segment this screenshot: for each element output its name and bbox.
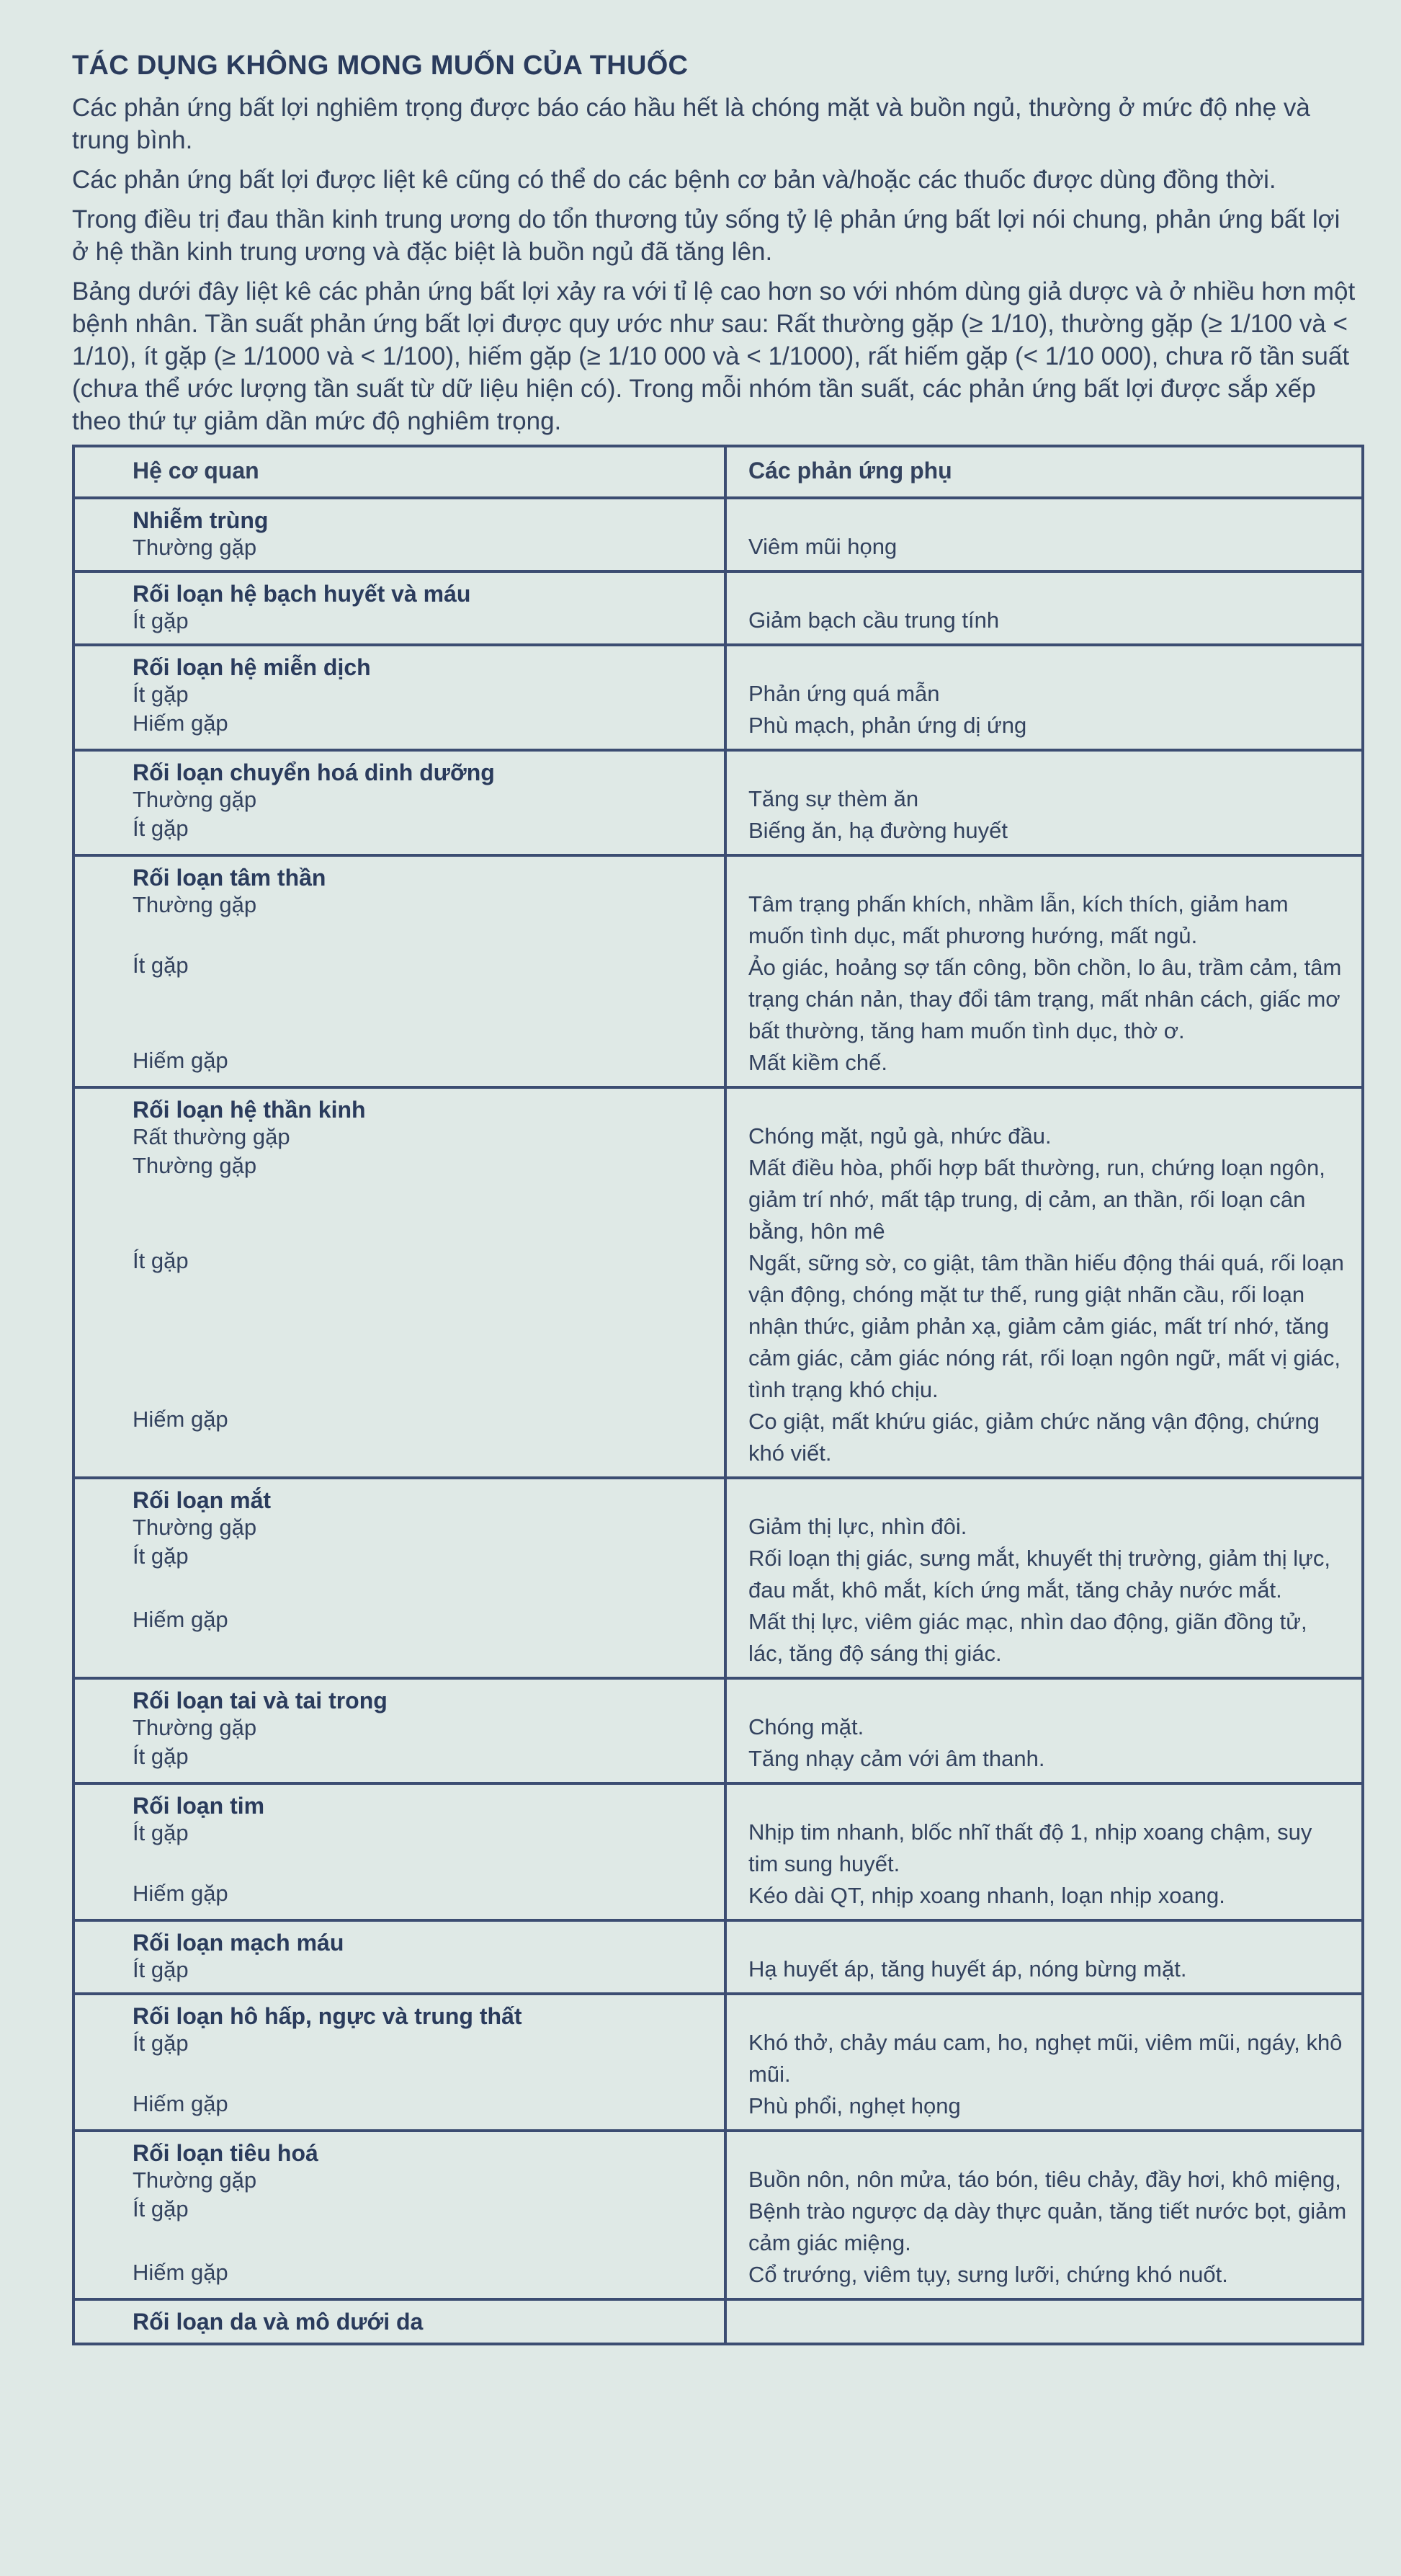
side-effects-cell (725, 571, 1363, 645)
side-effects-cell (725, 1087, 1363, 1478)
organ-system-cell (73, 1478, 725, 1678)
organ-system-name: Rối loạn hô hấp, ngực và trung thất (133, 2003, 522, 2029)
side-effect-text: Mất kiềm chế. (748, 1050, 887, 1075)
side-effect-text: Tâm trạng phấn khích, nhầm lẫn, kích thích, giảm ham muốn tình dục, mất phương hướng, mất ngủ. (748, 891, 1289, 948)
paragraph: Bảng dưới đây liệt kê các phản ứng bất lợi xảy ra với tỉ lệ cao hơn so với nhóm dùng giả dược và ở nhiều hơn một bệnh nhân. Tần suất phản ứng bất lợi được quy ước như sau: Rất thường gặp (≥ 1/10), thường gặp (≥ 1/100 và < 1/10), ít gặp (≥ 1/1000 và < 1/100), hiếm gặp (≥ 1/10 000 và < 1/1000), rất hiếm gặp (< 1/10 000), chưa rõ tần suất (chưa thể ước lượng tần suất từ dữ liệu hiện có). Trong mỗi nhóm tần suất, các phản ứng bất lợi được sắp xếp theo thứ tự giảm dần mức độ nghiêm trọng. (72, 277, 1356, 435)
frequency-label: Ít gặp (133, 682, 189, 707)
frequency-label: Hiếm gặp (133, 2091, 228, 2116)
table-row (73, 855, 1363, 1087)
table-row (73, 2131, 1363, 2299)
organ-system-cell (73, 855, 725, 1087)
side-effect-text: Tăng sự thèm ăn (748, 786, 919, 811)
frequency-label: Hiếm gặp (133, 710, 228, 736)
side-effects-cell (725, 498, 1363, 571)
organ-system-name: Rối loạn hệ bạch huyết và máu (133, 581, 471, 607)
organ-system-name: Rối loạn tiêu hoá (133, 2140, 318, 2166)
frequency-label: Thường gặp (133, 1715, 257, 1740)
organ-system-name: Rối loạn mắt (133, 1487, 272, 1513)
header-organ-system: Hệ cơ quan (73, 446, 725, 498)
side-effects-cell (725, 2131, 1363, 2299)
side-effects-cell (725, 645, 1363, 750)
table-row (73, 571, 1363, 645)
table-row (73, 1678, 1363, 1783)
paragraph: Các phản ứng bất lợi nghiêm trọng được báo cáo hầu hết là chóng mặt và buồn ngủ, thường ở mức độ nhẹ và trung bình. (72, 94, 1310, 154)
organ-system-name: Rối loạn tim (133, 1793, 265, 1819)
side-effects-cell (725, 2299, 1363, 2344)
side-effect-text: Cổ trướng, viêm tụy, sưng lưỡi, chứng khó nuốt. (748, 2262, 1228, 2287)
frequency-label: Ít gặp (133, 816, 189, 841)
frequency-label: Rất thường gặp (133, 1124, 290, 1149)
side-effects-cell (725, 1994, 1363, 2131)
paragraph: Trong điều trị đau thần kinh trung ương do tổn thương tủy sống tỷ lệ phản ứng bất lợi nói chung, phản ứng bất lợi ở hệ thần kinh trung ương và đặc biệt là buồn ngủ đã tăng lên. (72, 205, 1340, 266)
organ-system-cell (73, 1087, 725, 1478)
side-effect-text: Co giật, mất khứu giác, giảm chức năng vận động, chứng khó viết. (748, 1409, 1320, 1466)
table-row (73, 1478, 1363, 1678)
frequency-label: Ít gặp (133, 1543, 189, 1569)
organ-system-name: Rối loạn tâm thần (133, 865, 326, 891)
side-effect-text: Bệnh trào ngược dạ dày thực quản, tăng tiết nước bọt, giảm cảm giác miệng. (748, 2198, 1347, 2255)
frequency-label: Ít gặp (133, 1248, 189, 1273)
table-row (73, 1920, 1363, 1994)
table-row (73, 750, 1363, 855)
side-effect-text: Phù mạch, phản ứng dị ứng (748, 713, 1027, 738)
organ-system-cell (73, 1994, 725, 2131)
table-body (73, 498, 1363, 2344)
organ-system-cell (73, 1678, 725, 1783)
side-effects-cell (725, 1783, 1363, 1920)
organ-system-cell (73, 1783, 725, 1920)
side-effect-text: Buồn nôn, nôn mửa, táo bón, tiêu chảy, đầy hơi, khô miệng, (748, 2167, 1341, 2192)
side-effect-text: Viêm mũi họng (748, 534, 898, 559)
organ-system-cell (73, 1920, 725, 1994)
side-effect-text: Hạ huyết áp, tăng huyết áp, nóng bừng mặt. (748, 1956, 1187, 1982)
frequency-label: Hiếm gặp (133, 1048, 228, 1073)
organ-system-cell (73, 750, 725, 855)
intro-paragraphs (72, 92, 1358, 437)
frequency-label: Ít gặp (133, 2031, 189, 2056)
frequency-label: Ít gặp (133, 1820, 189, 1845)
organ-system-name: Rối loạn hệ miễn dịch (133, 654, 371, 680)
organ-system-cell (73, 2299, 725, 2344)
organ-system-name: Rối loạn tai và tai trong (133, 1688, 388, 1713)
frequency-label: Thường gặp (133, 892, 257, 917)
organ-system-name: Rối loạn chuyển hoá dinh dưỡng (133, 759, 495, 785)
frequency-label: Hiếm gặp (133, 2260, 228, 2285)
organ-system-cell (73, 498, 725, 571)
side-effect-text: Biếng ăn, hạ đường huyết (748, 818, 1008, 843)
frequency-label: Thường gặp (133, 1515, 257, 1540)
frequency-label: Thường gặp (133, 2167, 257, 2193)
table-row (73, 1087, 1363, 1478)
table-row (73, 1994, 1363, 2131)
side-effect-text: Mất điều hòa, phối hợp bất thường, run, chứng loạn ngôn, giảm trí nhớ, mất tập trung, dị cảm, an thần, rối loạn cân bằng, hôn mê (748, 1155, 1325, 1244)
frequency-label: Ít gặp (133, 1744, 189, 1769)
frequency-label: Thường gặp (133, 1153, 257, 1178)
side-effect-text: Phản ứng quá mẫn (748, 681, 940, 706)
section-title: TÁC DỤNG KHÔNG MONG MUỐN CỦA THUỐC (72, 50, 689, 81)
frequency-label: Ít gặp (133, 953, 189, 978)
frequency-label: Ít gặp (133, 2196, 189, 2221)
organ-system-name: Nhiễm trùng (133, 507, 269, 533)
table-row (73, 645, 1363, 750)
header-side-effects: Các phản ứng phụ (725, 446, 1363, 498)
organ-system-cell (73, 571, 725, 645)
frequency-label: Hiếm gặp (133, 1607, 228, 1632)
side-effects-cell (725, 1920, 1363, 1994)
side-effects-cell (725, 1478, 1363, 1678)
side-effect-text: Chóng mặt, ngủ gà, nhức đầu. (748, 1123, 1052, 1149)
side-effects-cell (725, 1678, 1363, 1783)
side-effect-text: Giảm thị lực, nhìn đôi. (748, 1514, 967, 1539)
side-effect-text: Giảm bạch cầu trung tính (748, 607, 1000, 633)
frequency-label: Ít gặp (133, 608, 189, 633)
frequency-label: Ít gặp (133, 1957, 189, 1982)
frequency-label: Thường gặp (133, 787, 257, 812)
organ-system-name: Rối loạn hệ thần kinh (133, 1097, 366, 1123)
frequency-label: Hiếm gặp (133, 1881, 228, 1906)
table-row (73, 2299, 1363, 2344)
side-effect-text: Kéo dài QT, nhịp xoang nhanh, loạn nhịp xoang. (748, 1883, 1225, 1908)
side-effect-text: Tăng nhạy cảm với âm thanh. (748, 1746, 1045, 1771)
side-effect-text: Chóng mặt. (748, 1714, 864, 1739)
side-effects-cell (725, 855, 1363, 1087)
organ-system-cell (73, 645, 725, 750)
side-effect-text: Mất thị lực, viêm giác mạc, nhìn dao động, giãn đồng tử, lác, tăng độ sáng thị giác. (748, 1609, 1307, 1666)
side-effects-cell (725, 750, 1363, 855)
side-effect-text: Ngất, sững sờ, co giật, tâm thần hiếu động thái quá, rối loạn vận động, chóng mặt tư thế, rung giật nhãn cầu, rối loạn nhận thức, giảm phản xạ, giảm cảm giác, mất trí nhớ, tăng cảm giác, cảm giác nóng rát, rối loạn ngôn ngữ, mất vị giác, tình trạng khó chịu. (748, 1250, 1344, 1402)
table-header-row (73, 446, 1363, 498)
frequency-label: Hiếm gặp (133, 1407, 228, 1432)
side-effect-text: Nhịp tim nhanh, blốc nhĩ thất độ 1, nhịp xoang chậm, suy tim sung huyết. (748, 1819, 1312, 1876)
side-effect-text: Phù phổi, nghẹt họng (748, 2093, 961, 2118)
side-effect-text: Ảo giác, hoảng sợ tấn công, bồn chồn, lo âu, trầm cảm, tâm trạng chán nản, thay đổi tâm trạng, mất nhân cách, giấc mơ bất thường, tăng ham muốn tình dục, thờ ơ. (748, 955, 1342, 1043)
organ-system-cell (73, 2131, 725, 2299)
adverse-effects-table (72, 445, 1364, 2345)
side-effect-text: Khó thở, chảy máu cam, ho, nghẹt mũi, viêm mũi, ngáy, khô mũi. (748, 2030, 1343, 2087)
frequency-label: Thường gặp (133, 535, 257, 560)
table-row (73, 1783, 1363, 1920)
paragraph: Các phản ứng bất lợi được liệt kê cũng có thể do các bệnh cơ bản và/hoặc các thuốc được dùng đồng thời. (72, 166, 1276, 194)
table-row (73, 498, 1363, 571)
organ-system-name: Rối loạn da và mô dưới da (133, 2309, 424, 2335)
side-effect-text: Rối loạn thị giác, sưng mắt, khuyết thị trường, giảm thị lực, đau mắt, khô mắt, kích ứng mắt, tăng chảy nước mắt. (748, 1546, 1330, 1603)
organ-system-name: Rối loạn mạch máu (133, 1930, 344, 1956)
